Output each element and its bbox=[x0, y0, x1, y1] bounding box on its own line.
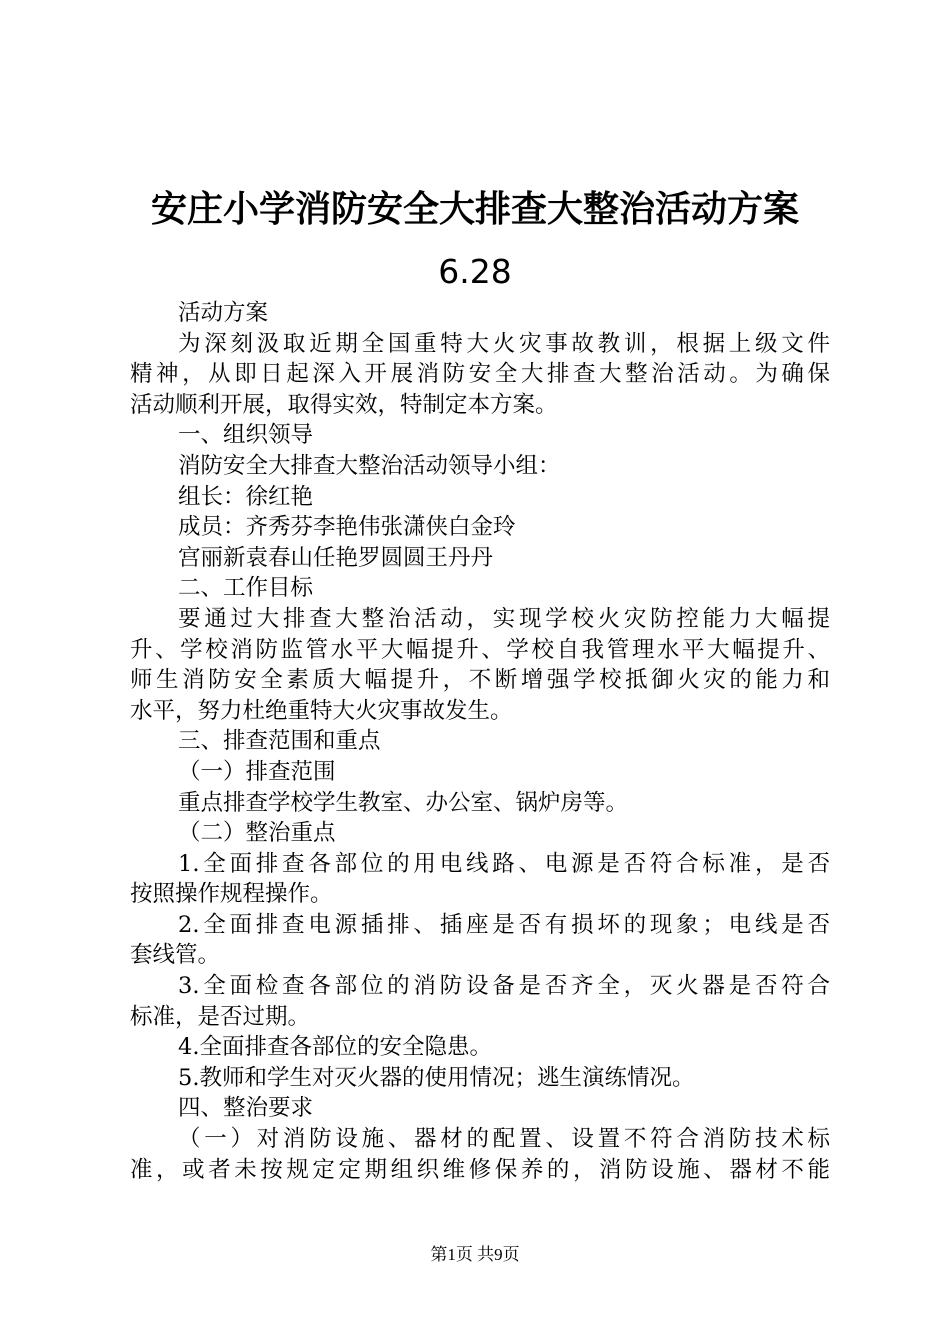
body-line: 消防安全大排查大整治活动领导小组： bbox=[178, 452, 561, 479]
body-line: 精神，从即日起深入开展消防安全大排查大整治活动。为确保 bbox=[130, 361, 830, 388]
body-line: 1.全面排查各部位的用电线路、电源是否符合标准，是否 bbox=[178, 850, 830, 877]
body-line: 三、排查范围和重点 bbox=[178, 728, 381, 755]
body-line: 要通过大排查大整治活动，实现学校火灾防控能力大幅提 bbox=[178, 605, 830, 632]
document-body bbox=[130, 298, 830, 1185]
body-line: 成员：齐秀芬李艳伟张潇侠白金玲 bbox=[178, 514, 516, 541]
body-line: 二、工作目标 bbox=[178, 575, 314, 602]
body-line: 升、学校消防监管水平大幅提升、学校自我管理水平大幅提升、 bbox=[130, 636, 830, 663]
page-footer: 第1页 共9页 bbox=[430, 1245, 520, 1264]
body-line: 4.全面排查各部位的安全隐患。 bbox=[178, 1034, 492, 1061]
body-line: （一）对消防设施、器材的配置、设置不符合消防技术标 bbox=[178, 1126, 830, 1153]
body-line: （二）整治重点 bbox=[178, 820, 336, 847]
body-line: 按照操作规程操作。 bbox=[130, 881, 333, 908]
body-line: 重点排查学校学生教室、办公室、锅炉房等。 bbox=[178, 789, 629, 816]
body-line: 活动方案 bbox=[178, 300, 269, 326]
body-line: 活动顺利开展，取得实效，特制定本方案。 bbox=[130, 391, 558, 418]
body-line: 水平，努力杜绝重特大火灾事故发生。 bbox=[130, 697, 513, 724]
body-line: 2.全面排查电源插排、插座是否有损坏的现象；电线是否 bbox=[178, 911, 830, 938]
body-line: 套线管。 bbox=[130, 942, 221, 969]
body-line: 为深刻汲取近期全国重特大火灾事故教训，根据上级文件 bbox=[178, 330, 830, 357]
body-line: 一、组织领导 bbox=[178, 422, 314, 449]
body-line: 组长：徐红艳 bbox=[178, 483, 314, 510]
document-title-date: 6.28 bbox=[438, 252, 512, 291]
body-line: 师生消防安全素质大幅提升，不断增强学校抵御火灾的能力和 bbox=[130, 667, 830, 694]
body-line: （一）排查范围 bbox=[178, 758, 336, 785]
body-line: 宫丽新袁春山任艳罗圆圆王丹丹 bbox=[178, 544, 494, 571]
body-line: 四、整治要求 bbox=[178, 1095, 314, 1122]
body-line: 3.全面检查各部位的消防设备是否齐全，灭火器是否符合 bbox=[178, 973, 830, 1000]
document-title: 安庄小学消防安全大排查大整治活动方案 bbox=[150, 189, 799, 230]
body-line: 准，或者未按规定定期组织维修保养的，消防设施、器材不能 bbox=[130, 1156, 830, 1183]
body-line: 5.教师和学生对灭火器的使用情况；逃生演练情况。 bbox=[178, 1064, 695, 1091]
body-line: 标准，是否过期。 bbox=[130, 1003, 311, 1030]
